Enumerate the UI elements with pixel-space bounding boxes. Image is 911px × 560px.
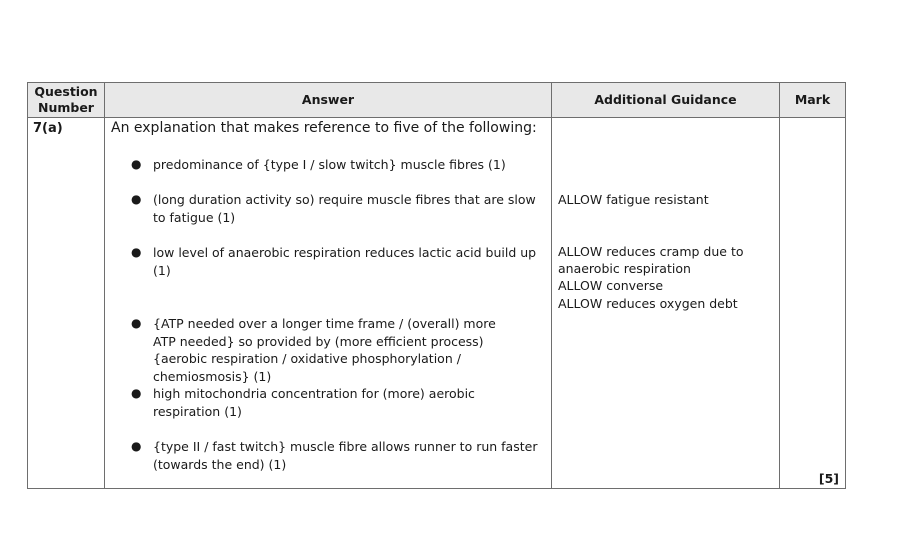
bullet-icon: ● — [131, 192, 142, 206]
mark-scheme-table — [27, 82, 846, 489]
answer-bullet — [131, 385, 545, 420]
answer-bullet-text: low level of anaerobic respiration reduces lactic acid build up (1) — [153, 245, 537, 278]
bullet-icon: ● — [131, 439, 142, 453]
header-question-number — [28, 83, 105, 118]
answer-bullet-text: (long duration activity so) require muscle fibres that are slow to fatigue (1) — [153, 192, 536, 225]
guidance-line: anaerobic respiration — [558, 261, 691, 276]
header-row — [28, 83, 846, 118]
answer-bullet-text: predominance of {type I / slow twitch} muscle fibres (1) — [153, 157, 506, 172]
header-additional-guidance: Additional Guidance — [552, 83, 780, 118]
guidance-line: ALLOW reduces cramp due to — [558, 244, 744, 259]
answer-bullet-text: {type II / fast twitch} muscle fibre allows runner to run faster (towards the end) (1) — [153, 439, 538, 472]
bullet-icon: ● — [131, 386, 142, 400]
answer-bullet-text: high mitochondria concentration for (more) aerobic respiration (1) — [153, 386, 475, 419]
table-row — [28, 118, 846, 489]
answer-bullet-text: {ATP needed over a longer time frame / (overall) more ATP needed} so provided by (more efficient process) {aerobic respiration / oxidative phosphorylation / chemiosmosis} (1) — [153, 316, 496, 384]
header-answer: Answer — [105, 83, 552, 118]
bullet-icon: ● — [131, 157, 142, 171]
guidance-line: ALLOW fatigue resistant — [558, 192, 709, 207]
answer-cell — [105, 118, 552, 489]
answer-bullet — [131, 191, 545, 226]
answer-bullet — [131, 244, 553, 279]
answer-bullet — [131, 438, 545, 473]
guidance-cell — [552, 118, 780, 489]
answer-intro: An explanation that makes reference to five of the following: — [111, 120, 537, 136]
answer-bullet — [131, 156, 545, 174]
header-mark: Mark — [780, 83, 846, 118]
header-question-number-label: Question Number — [34, 84, 98, 115]
guidance-line: ALLOW reduces oxygen debt — [558, 296, 738, 311]
mark-total: [5] — [818, 471, 839, 486]
question-cell — [28, 118, 105, 489]
bullet-icon: ● — [131, 245, 142, 259]
mark-cell — [780, 118, 846, 489]
bullet-icon: ● — [131, 316, 142, 330]
question-number: 7(a) — [33, 121, 63, 136]
guidance-line: ALLOW converse — [558, 278, 664, 293]
answer-bullet — [131, 315, 518, 385]
